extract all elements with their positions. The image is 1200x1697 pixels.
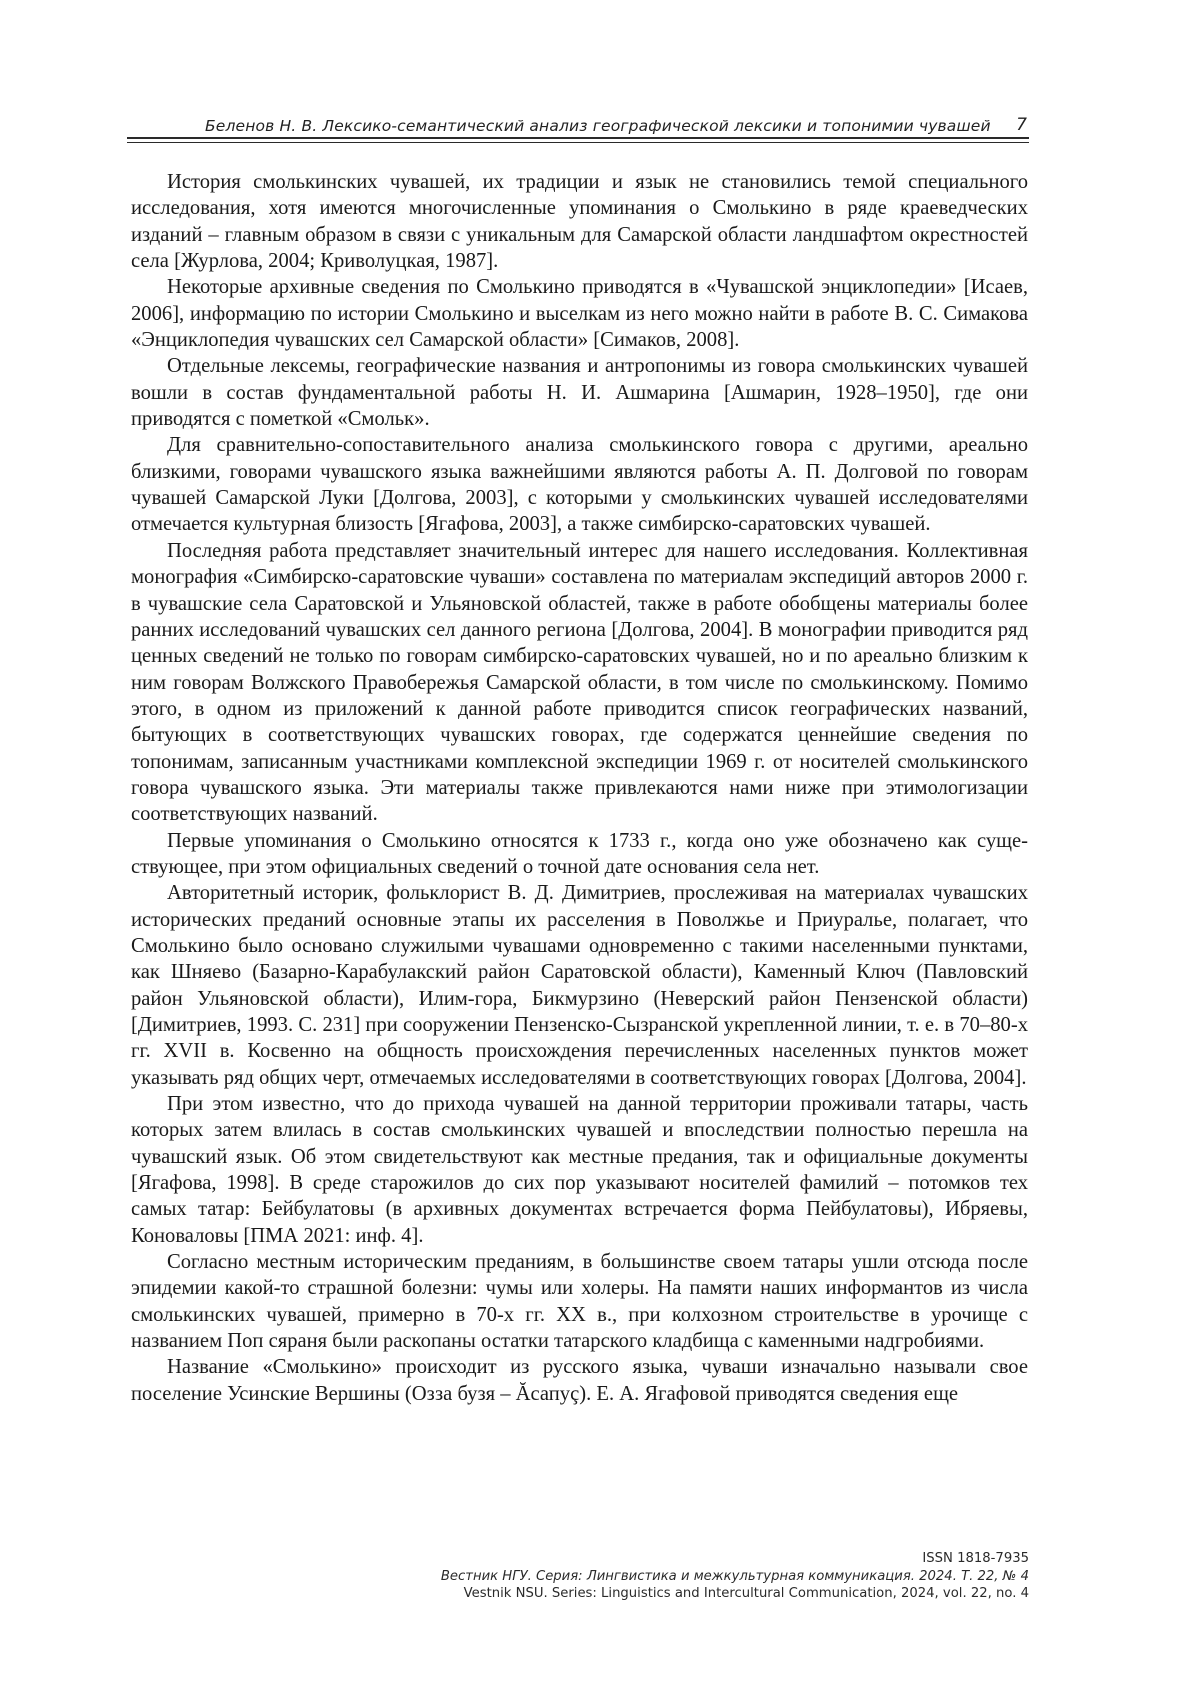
paragraph: Для сравнительно-сопоставительного анализа смолькинского говора с другими, ареально близкими, говорами чувашского языка важнейшими являются работы А. П. Долговой по говорам чувашей Самарской Луки [Долгова, 2003], с которыми у смолькинских чувашей исследователями отмечается культурная близость [Ягафова, 2003], а также симбирско-саратовских чувашей. [131,434,1028,536]
running-header-title: Беленов Н. В. Лексико-семантический анализ географической лексики и топонимии чувашей [205,117,991,135]
paragraph: Авторитетный историк, фольклорист В. Д. Димитриев, прослеживая на материалах чувашских исторических преданий основные этапы их расселения в Поволжье и Приуралье, полагает, что Смолькино было основано служилыми чувашами одновременно с такими населенными пунктами, как Шняево (Базарно-Карабулакский район Саратовской области), Каменный Ключ (Павловский район Ульяновской области), Илим-гора, Бикмурзино (Неверский район Пензенской области) [Димитриев, 1993. С. 231] при сооружении Пензенско-Сызранской укрепленной линии, т. е. в 70–80-х гг. XVII в. Косвенно на общность происхождения перечисленных населенных пунктов может указывать ряд общих черт, отмечаемых исследователями в соответствующих говорах [Долгова, 2004]. [131,882,1028,1089]
paragraph: Согласно местным историческим преданиям, в большинстве своем татары ушли отсюда после эпидемии какой-то страшной болезни: чумы или холеры. На памяти наших информантов из числа смолькинских чувашей, примерно в 70-х гг. XX в., при колхозном строительстве в урочище с названием Поп сяраня были раскопаны остатки татарского кладбища с каменными надгробиями. [131,1251,1028,1353]
paragraph: При этом известно, что до прихода чувашей на данной территории проживали татары, часть которых затем влилась в состав смолькинских чувашей и впоследствии полностью перешла на чувашский язык. Об этом свидетельствуют как местные предания, так и официальные документы [Ягафова, 1998]. В среде старожилов до сих пор указывают носителей фамилий – потомков тех самых татар: Бейбулатовы (в архивных документах встречается форма Пейбулатовы), Ибряевы, Коноваловы [ПМА 2021: инф. 4]. [131,1093,1028,1247]
journal-citation-ru: Вестник НГУ. Серия: Лингвистика и межкультурная коммуникация. 2024. Т. 22, № 4 [440,1568,1029,1584]
paragraph: Некоторые архивные сведения по Смолькино приводятся в «Чувашской энциклопедии» [Исаев, 2006], информацию по истории Смолькино и выселкам из него можно найти в работе В. С. Симакова «Энциклопедия чувашских сел Самарской области» [Симаков, 2008]. [131,276,1028,352]
paragraph: Название «Смолькино» происходит из русского языка, чуваши изначально называли свое поселение Усинские Вершины (Озза бузя – Ăсапуç). Е. А. Ягафовой приводятся сведения еще [131,1356,1028,1405]
paragraph: Последняя работа представляет значительный интерес для нашего исследования. Коллективная монография «Симбирско-саратовские чуваши» составлена по материалам экспедиций авторов 2000 г. в чувашские села Саратовской и Ульяновской областей, также в работе обобщены материалы более ранних исследований чувашских сел данного региона [Долгова, 2004]. В монографии приводится ряд ценных сведений не только по говорам симбирско-саратовских чувашей, но и по ареально близким к ним говорам Волжского Правобережья Самарской области, в том числе по смолькинскому. Помимо этого, в одном из приложений к данной работе приводится список географических названий, бытующих в соответствующих чувашских говорах, где содержатся ценнейшие сведения по топонимам, записанным участниками комплексной экспедиции 1969 г. от носителей смолькинского говора чувашского языка. Эти материалы также привлекаются нами ниже при этимологизации соответствующих названий. [131,539,1028,826]
header-rule-thin [127,142,1029,143]
paragraph: История смолькинских чувашей, их традиции и язык не становились темой специального исследования, хотя имеются многочисленные упоминания о Смолькино в ряде краеведческих изданий – главным образом в связи с уникальным для Самарской области ландшафтом окрестностей села [Журлова, 2004; Криволуцкая, 1987]. [131,171,1028,273]
article-body [131,169,1028,1407]
header-rule-thick [127,137,1029,139]
issn-line: ISSN 1818-7935 [922,1551,1029,1566]
paragraph: Отдельные лексемы, географические названия и антропонимы из говора смолькинских чувашей вошли в состав фундаментальной работы Н. И. Ашмарина [Ашмарин, 1928–1950], где они приводятся с пометкой «Смольк». [131,355,1028,431]
journal-citation-en: Vestnik NSU. Series: Linguistics and Intercultural Communication, 2024, vol. 22, no. 4 [463,1586,1029,1601]
paragraph: Первые упоминания о Смолькино относятся к 1733 г., когда оно уже обозначено как существующее, при этом официальных сведений о точной дате основания села нет. [131,829,1028,878]
journal-footer [329,1550,1029,1603]
page-number: 7 [1016,115,1027,135]
